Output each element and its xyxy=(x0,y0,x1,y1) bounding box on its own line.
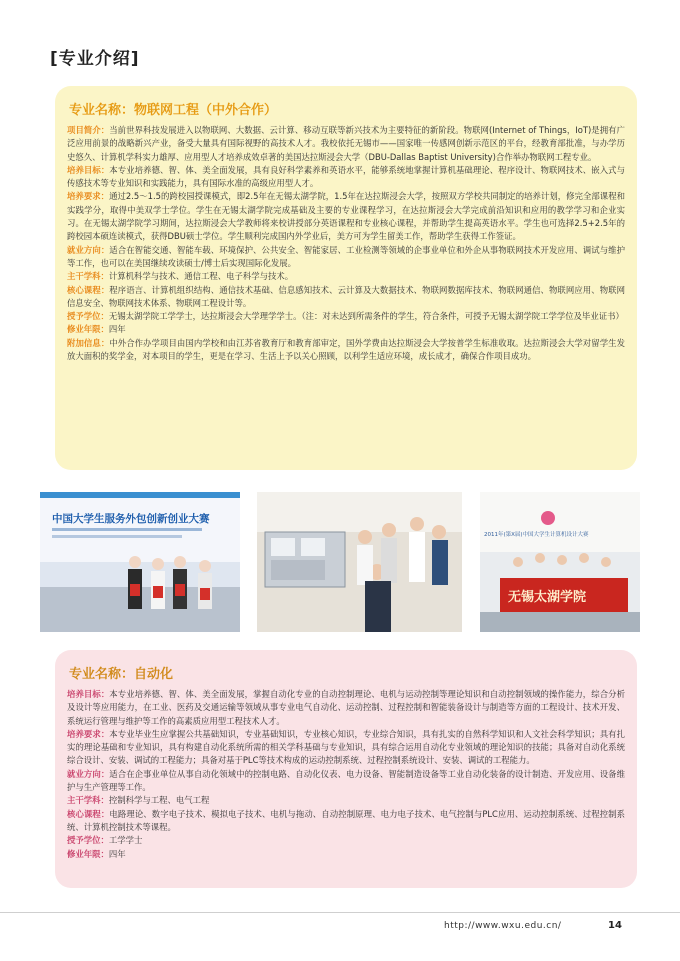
photo-flag-text: 无锡太湖学院 xyxy=(508,590,587,605)
section-text: 计算机科学与技术、通信工程、电子科学与技术。 xyxy=(108,271,294,282)
section-label: 核心课程： xyxy=(67,808,110,819)
page-number: 14 xyxy=(608,920,622,931)
section-label: 培养要求： xyxy=(67,191,110,202)
section-text: 本专业毕业生应掌握公共基础知识，专业基础知识，专业核心知识，专业综合知识，具有扎实的自然科学知识和人文社会科学知识；具有扎实的理论基础和专业知识，具有构建自动化系统所需的相关学科基础与专业知识，具有综合运用自动化专业领域的理论知识的技能；具备对自动化系统综合设计、安装、调试的工程能力；具备对基于PLC等技术构成的运动控制系统、过程控制系统设计、安装、调试的工程能力。 xyxy=(67,728,625,766)
section-label: 授予学位： xyxy=(67,835,109,846)
section-label: 主干学科： xyxy=(67,795,109,806)
section-degree xyxy=(67,310,625,323)
section-text: 工学学士 xyxy=(108,835,143,846)
section-requirements xyxy=(67,190,625,243)
section-label: 授予学位： xyxy=(67,311,109,322)
section-label: 修业年限： xyxy=(67,324,109,335)
section-main-discipline xyxy=(67,270,625,283)
section-label: 培养要求： xyxy=(67,728,110,739)
section-career xyxy=(67,244,625,271)
section-additional-info xyxy=(67,337,625,364)
section-degree xyxy=(67,834,625,847)
section-text: 程序语言、计算机组织结构、通信技术基础、信息感知技术、云计算及大数据技术、物联网数据库技术、物联网通信、物联网应用、物联网信息安全、物联网技术体系、物联网工程设计等。 xyxy=(67,284,625,308)
section-text: 适合在智能交通、智能车载、环境保护、公共安全、智能家居、工业检测等领域的企事业单位和外企从事物联网技术开发应用、调试与维护等工作，也可以在美国继续攻读硕士/博士后实现国际化发展。 xyxy=(67,244,625,268)
section-duration xyxy=(67,323,625,336)
photo-banner-text: 2011年(第X届)中国大学生计算机设计大赛 xyxy=(484,532,589,538)
section-goal xyxy=(67,688,625,728)
section-label: 附加信息： xyxy=(67,337,110,348)
section-text: 本专业培养德、智、体、美全面发展，具有良好科学素养和英语水平，能够系统地掌握计算机基础理论、程序设计、物联网技术、嵌入式与传感技术等专业知识和实践能力，具有国际水准的高级应用型人才。 xyxy=(67,164,625,189)
section-career xyxy=(67,768,625,795)
page-title: [专业介绍] xyxy=(50,49,140,69)
section-label: 项目简介： xyxy=(67,125,110,135)
section-label: 就业方向： xyxy=(67,244,110,255)
footer-url-link[interactable]: http://www.wxu.edu.cn/ xyxy=(444,921,562,931)
section-intro xyxy=(67,124,625,164)
section-text: 无锡太湖学院工学学士，达拉斯浸会大学理学学士。（注：对未达到所需条件的学生，符合条件，可授予无锡太湖学院工学学位及毕业证书） xyxy=(108,311,624,322)
lab-training-photo xyxy=(257,492,462,632)
award-ceremony-photo xyxy=(40,492,240,632)
section-text: 四年 xyxy=(108,324,126,335)
major-box-automation xyxy=(55,650,637,888)
section-label: 修业年限： xyxy=(67,848,109,859)
section-text: 本专业培养德、智、体、美全面发展，掌握自动化专业的自动控制理论、电机与运动控制等理论知识和自动控制领域的操作能力，综合分析及设计等应用能力，在工业、医药及交通运输等领域从事专业电气自动化、运动控制、过程控制和智能装备设计与制造等方面的工程设计、技术开发、系统运行管理与维护等工作的高素质应用型工程技术人才。 xyxy=(67,689,625,726)
footer-divider xyxy=(0,912,680,913)
section-label: 就业方向： xyxy=(67,768,110,779)
section-text: 控制科学与工程、电气工程 xyxy=(108,795,210,806)
major-title: 专业名称：物联网工程（中外合作） xyxy=(69,103,278,118)
section-text: 适合在企事业单位从事自动化领域中的控制电路、自动化仪表、电力设备、智能制造设备等工业自动化装备的设计制造、开发应用、设备维护与生产管理等工作。 xyxy=(67,768,625,793)
section-text: 电路理论、数字电子技术、模拟电子技术、电机与拖动、自动控制原理、电力电子技术、电气控制与PLC应用、运动控制系统、过程控制系统、计算机控制技术等课程。 xyxy=(67,808,626,832)
section-main-discipline xyxy=(67,794,625,807)
team-flag-photo xyxy=(480,492,640,632)
section-text: 通过2.5～1.5的跨校园授课模式，即2.5年在无锡太湖学院，1.5年在达拉斯浸会大学，按照双方学校共同制定的培养计划，修完全部课程和实践学分，取得中美双学士学位。学生在无锡太湖学院完成基础及主要的专业课程学习，在达拉斯浸会大学完成前沿知识和应用的教学学习和企业实习。在无锡太湖学院学习期间，达拉斯浸会大学教师将来校讲授部分英语课程和专业核心课程，并帮助学生提高英语水平。学生也可选择2.5+2.5年的跨校园本硕连读模式，获得DBU硕士学位。学生顺利完成国内外学业后，美方可为学生留美工作，帮助学生获得工作签证。 xyxy=(67,191,626,242)
section-core-courses xyxy=(67,808,625,835)
photo-banner-text: 中国大学生服务外包创新创业大赛 xyxy=(52,513,210,525)
major-box-iot xyxy=(55,86,637,470)
section-requirements xyxy=(67,728,625,768)
section-core-courses xyxy=(67,284,625,311)
section-text: 当前世界科技发展进入以物联网、大数据、云计算、移动互联等新兴技术为主要特征的新阶段。物联网(Internet of Things，IoT)是拥有广泛应用前景的战略新兴产业，备受大量具有国际视野的高技术人才。我校依托无锡市——国家唯一传感网创新示范区的平台，经教育部批准，与办学历史悠久、计算机学科实力雄厚、应用型人才培养成效卓著的美国达拉斯浸会大学（DBU-Dallas Baptist University)合作举办物联网工程专业。 xyxy=(67,125,625,162)
section-label: 培养目标： xyxy=(67,689,110,699)
section-duration xyxy=(67,848,625,861)
section-text: 四年 xyxy=(108,848,126,859)
section-label: 核心课程： xyxy=(67,284,110,295)
section-goal xyxy=(67,164,625,191)
section-label: 主干学科： xyxy=(67,271,109,282)
section-label: 培养目标： xyxy=(67,164,110,175)
section-text: 中外合作办学项目由国内学校和由江苏省教育厅和教育部审定，国外学费由达拉斯浸会大学按普学生标准收取。达拉斯浸会大学对留学生发放大面积的奖学金，对本项目的学生，更是在学习、生活上予以关心照顾，以利学生适应环境，成长成才，确保合作项目成功。 xyxy=(67,337,625,362)
major-title: 专业名称：自动化 xyxy=(69,667,174,682)
